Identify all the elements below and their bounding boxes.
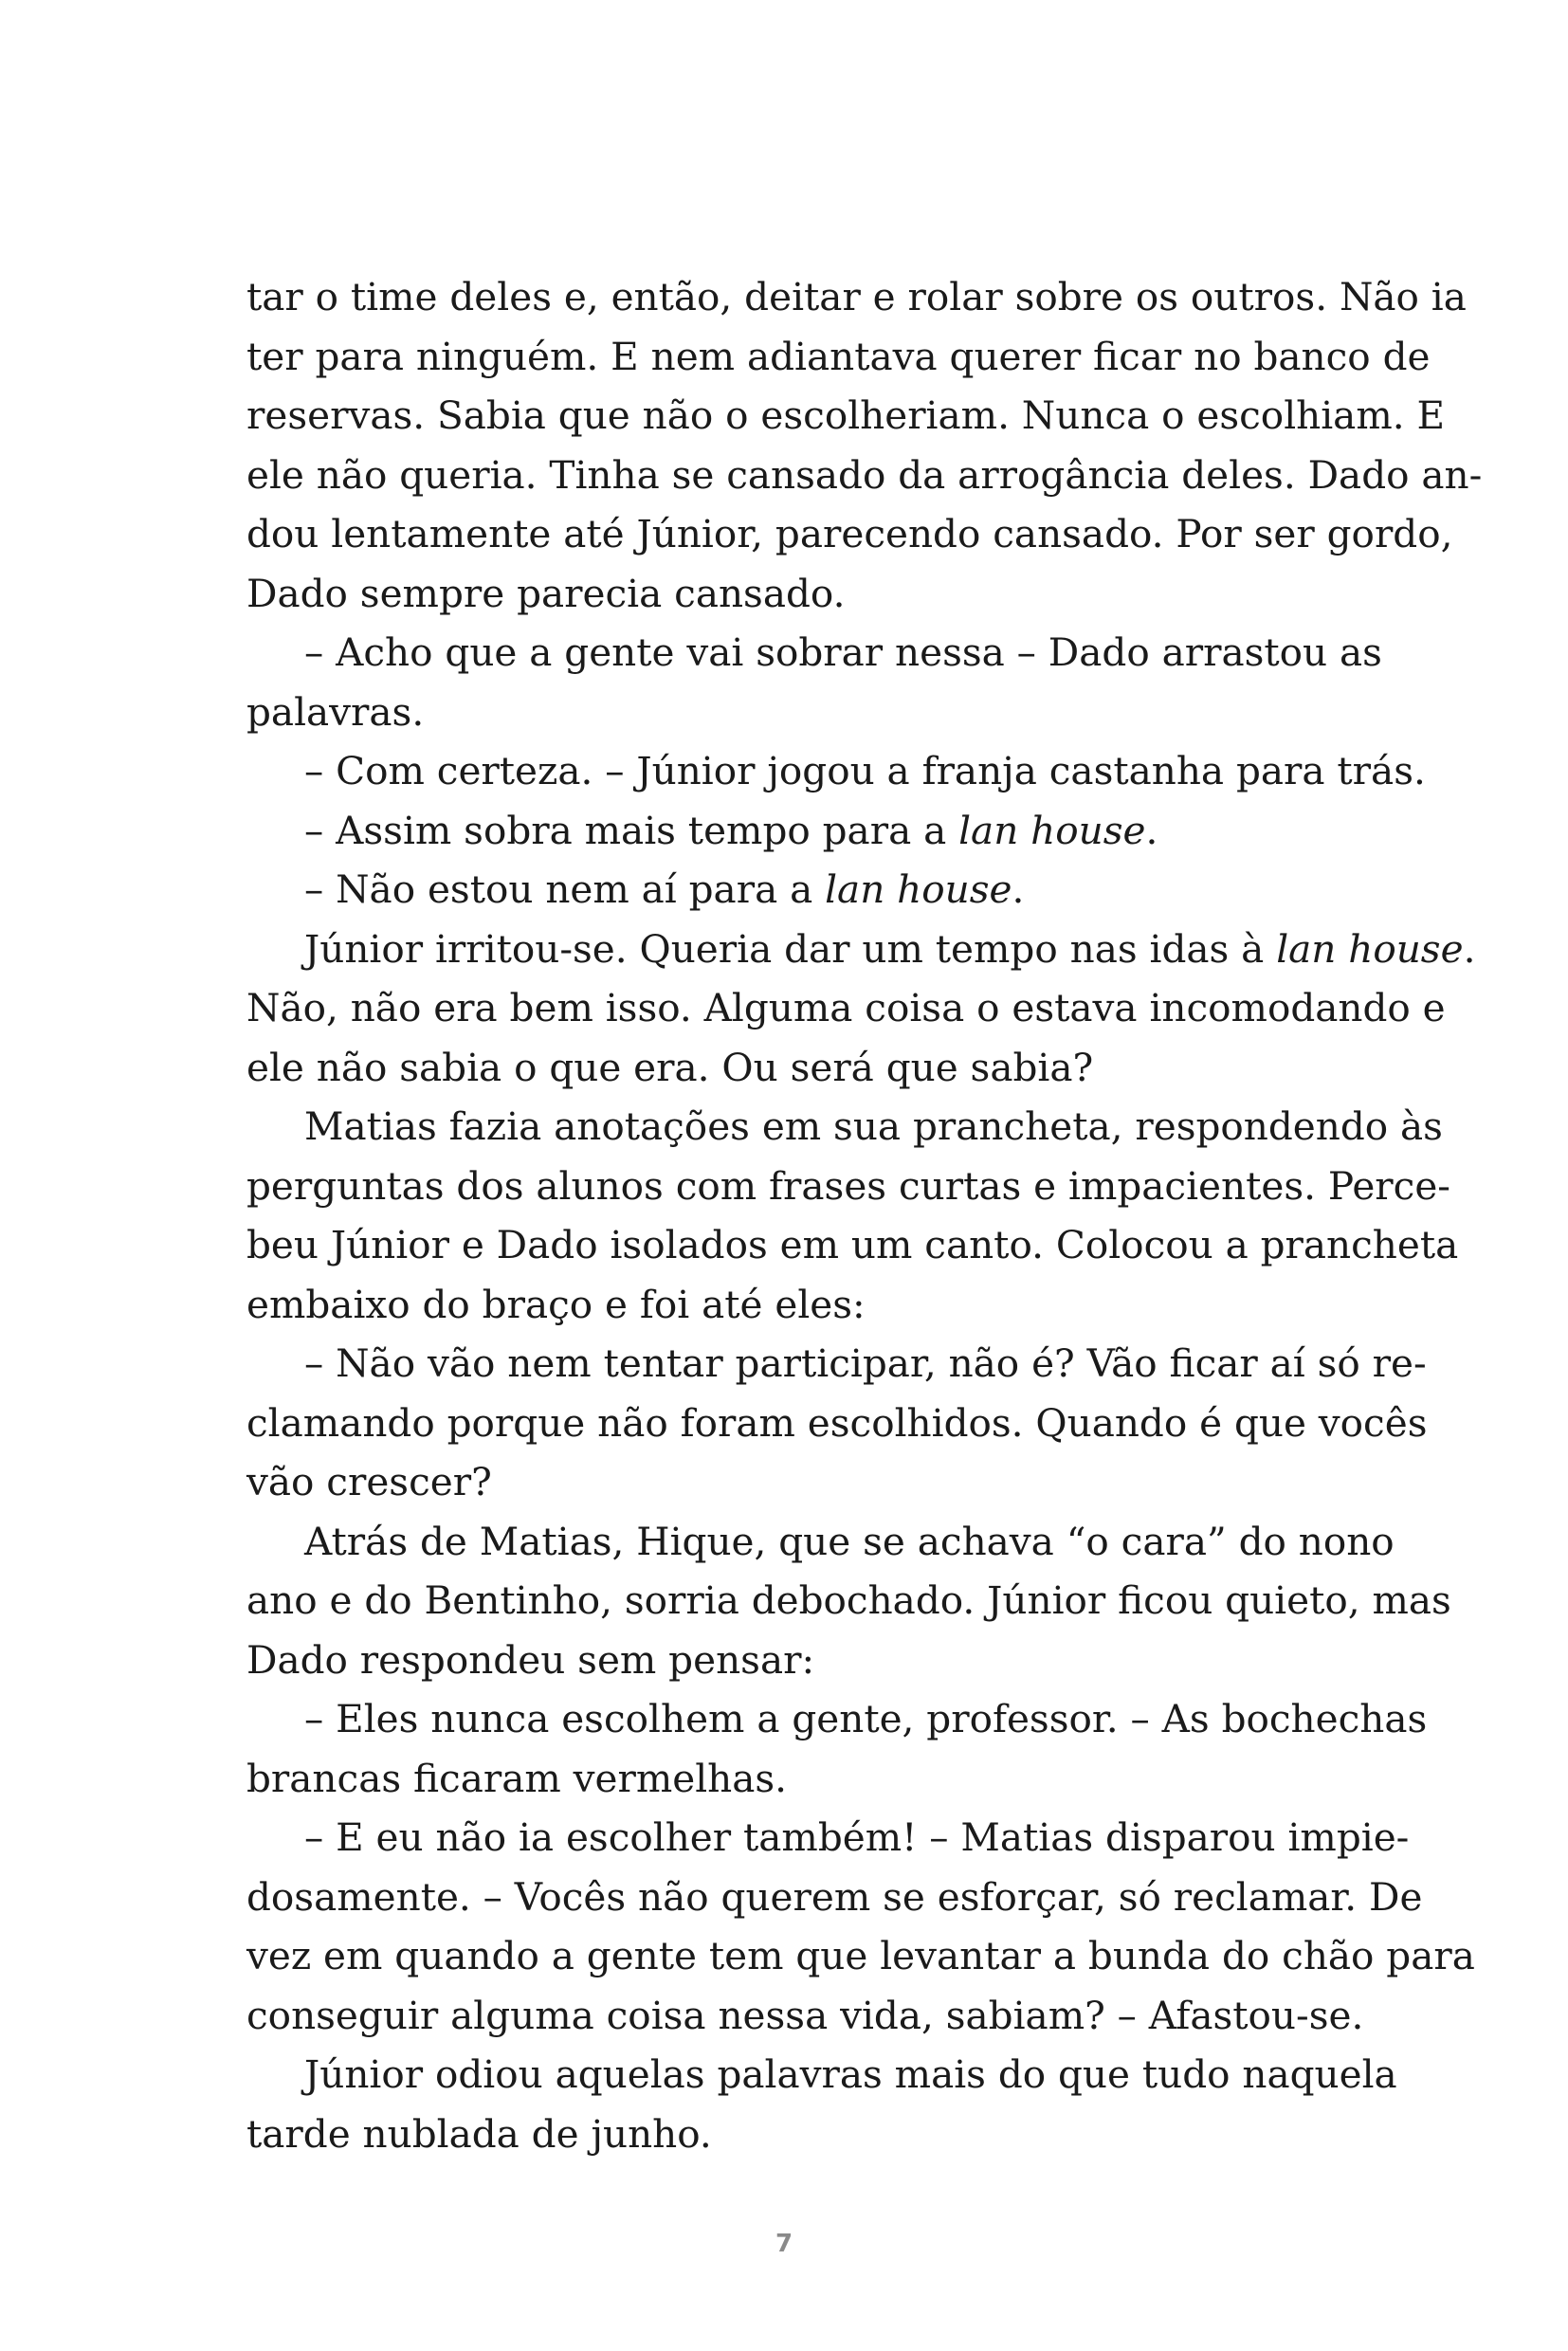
text-line: palavras. [246, 688, 425, 735]
text-line: brancas ficaram vermelhas. [246, 1755, 788, 1801]
text-line: Atrás de Matias, Hique, que se achava “o cara” do nono [304, 1518, 1395, 1564]
text-line: – Não vão nem tentar participar, não é? Vão ficar aí só re- [304, 1340, 1427, 1386]
text-line: – Com certeza. – Júnior jogou a franja castanha para trás. [304, 748, 1426, 793]
text-line: – Não estou nem aí para a lan house. [304, 866, 1025, 912]
body-text [246, 267, 1483, 2163]
text-line: embaixo do braço e foi até eles: [246, 1281, 866, 1327]
page-number: 7 [775, 2230, 793, 2258]
text-line: tar o time deles e, então, deitar e rolar sobre os outros. Não ia [246, 274, 1467, 319]
text-line: conseguir alguma coisa nessa vida, sabiam? – Afastou-se. [246, 1992, 1364, 2038]
text-line: – Eles nunca escolhem a gente, professor. – As bochechas [304, 1696, 1428, 1741]
text-line: dosamente. – Vocês não querem se esforçar, só reclamar. De [246, 1873, 1423, 1920]
text-line: – Assim sobra mais tempo para a lan house. [304, 807, 1158, 853]
text-line: Júnior irritou-se. Queria dar um tempo nas idas à lan house. [304, 925, 1476, 972]
text-line: vez em quando a gente tem que levantar a bunda do chão para [246, 1933, 1475, 1978]
text-line: Júnior odiou aquelas palavras mais do que tudo naquela [304, 2051, 1397, 2097]
text-line: – Acho que a gente vai sobrar nessa – Dado arrastou as [304, 629, 1382, 675]
text-line: ter para ninguém. E nem adiantava querer ficar no banco de [246, 333, 1431, 379]
text-line: reservas. Sabia que não o escolheriam. Nunca o escolhiam. E [246, 392, 1446, 438]
text-line: Não, não era bem isso. Alguma coisa o estava incomodando e [246, 985, 1446, 1030]
text-line: Dado respondeu sem pensar: [246, 1636, 815, 1683]
text-line: dou lentamente até Júnior, parecendo cansado. Por ser gordo, [246, 511, 1453, 556]
text-line: tarde nublada de junho. [246, 2110, 712, 2157]
text-line: – E eu não ia escolher também! – Matias disparou impie- [304, 1814, 1410, 1860]
text-line: ano e do Bentinho, sorria debochado. Júnior ficou quieto, mas [246, 1577, 1451, 1623]
text-line: ele não queria. Tinha se cansado da arrogância deles. Dado an- [246, 451, 1483, 498]
text-line: Dado sempre parecia cansado. [246, 570, 846, 616]
text-line: vão crescer? [246, 1459, 492, 1504]
text-line: ele não sabia o que era. Ou será que sabia? [246, 1044, 1094, 1090]
text-line: Matias fazia anotações em sua prancheta, respondendo às [304, 1103, 1443, 1149]
text-line: beu Júnior e Dado isolados em um canto. Colocou a prancheta [246, 1222, 1459, 1267]
text-line: clamando porque não foram escolhidos. Quando é que vocês [246, 1399, 1428, 1446]
text-line: perguntas dos alunos com frases curtas e impacientes. Perce- [246, 1162, 1450, 1209]
